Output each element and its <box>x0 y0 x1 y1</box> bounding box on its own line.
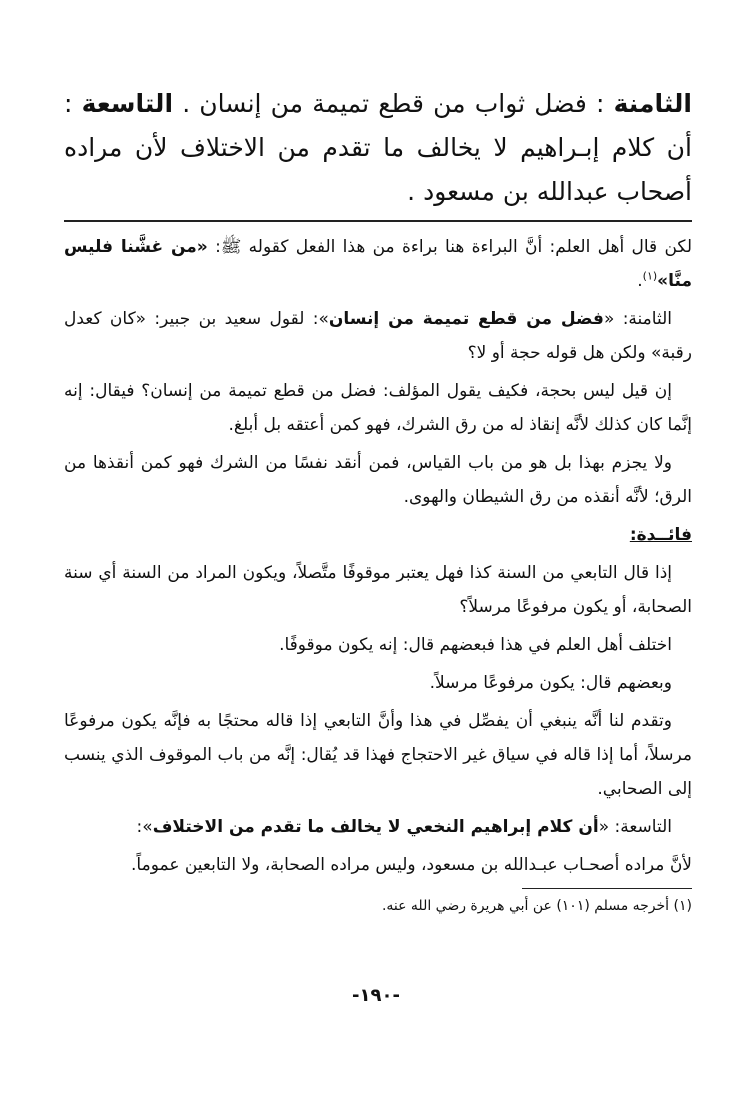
p1-text: لكن قال أهل العلم: أنَّ البراءة هنا براءة من هذا الفعل كقوله ﷺ: <box>215 237 693 257</box>
footnote-ref[interactable]: (١) <box>642 269 658 283</box>
commentary-paragraph-8: وتقدم لنا أنَّه ينبغي أن يفصِّل في هذا وأنَّ التابعي إذا قاله محتجًا به فإنَّه يكون مرفوعًا مرسلاً، أما إذا قاله في سياق غير الاحتجاج فهذا قد يُقال: إنَّه من باب الموقوف الذي ينسب إلى الصحابي. <box>64 711 692 799</box>
commentary-paragraph-6: اختلف أهل العلم في هذا فبعضهم قال: إنه يكون موقوفًا. <box>279 635 672 655</box>
page-body <box>64 82 692 919</box>
ninth-label: التاسعة <box>81 89 174 118</box>
p2-start: الثامنة: « <box>603 309 672 329</box>
benefit-heading: فائــدة: <box>629 525 692 545</box>
commentary-paragraph-9 <box>64 810 692 844</box>
p1-hadith-quote: «من غشَّنا فليس منَّا» <box>64 237 692 291</box>
p9-start: التاسعة: « <box>598 817 672 837</box>
text-divider <box>64 220 692 222</box>
commentary-paragraph-10: لأنَّ مراده أصحـاب عبـدالله بن مسعود، وليس مراده الصحابة، ولا التابعين عموماً. <box>131 855 692 875</box>
main-text <box>64 82 692 214</box>
commentary-paragraph-2 <box>64 302 692 370</box>
footnote-marker: (١) <box>673 898 692 914</box>
commentary-paragraph-3: إن قيل ليس بحجة، فكيف يقول المؤلف: فضل من قطع تميمة من إنسان؟ فيقال: إنه إنَّما كان كذلك لأنَّه إنقاذ له من رق الشرك، فهو كمن أعتقه بل أبلغ. <box>64 381 692 435</box>
footnote <box>64 893 692 919</box>
eighth-text: : فضل ثواب من قطع تميمة من إنسان . <box>182 89 605 118</box>
eighth-label: الثامنة <box>613 89 692 118</box>
p9-bold: أن كلام إبراهيم النخعي لا يخالف ما تقدم من الاختلاف <box>152 817 599 837</box>
p1-end: . <box>637 271 643 291</box>
ninth-text: : أن كلام إبـراهيم لا يخالف ما تقدم من الاختلاف لأن مراده أصحاب عبدالله بن مسعود . <box>64 89 692 206</box>
footnote-text: أخرجه مسلم (١٠١) عن أبي هريرة رضي الله عنه. <box>381 898 670 914</box>
commentary-paragraph-4: ولا يجزم بهذا بل هو من باب القياس، فمن أنقد نفسًا من الشرك فهو كمن أنقذها من الرق؛ لأنَّه أنقذه من رق الشيطان والهوى. <box>64 453 692 507</box>
commentary-paragraph-7: وبعضهم قال: يكون مرفوعًا مرسلاً. <box>429 673 672 693</box>
p9-end: »: <box>136 817 153 837</box>
commentary-paragraph-1 <box>64 230 692 298</box>
commentary-paragraph-5: إذا قال التابعي من السنة كذا فهل يعتبر موقوفًا متَّصلاً، ويكون المراد من السنة أي سنة الصحابة، أو يكون مرفوعًا مرسلاً؟ <box>64 563 692 617</box>
p2-rest: »: لقول سعيد بن جبير: «كان كعدل رقبة» ولكن هل قوله حجة أو لا؟ <box>64 309 692 363</box>
commentary <box>64 230 692 882</box>
page-number: -١٩٠- <box>352 985 400 1006</box>
footnote-divider <box>522 888 692 889</box>
p2-bold: فضل من قطع تميمة من إنسان <box>328 309 604 329</box>
